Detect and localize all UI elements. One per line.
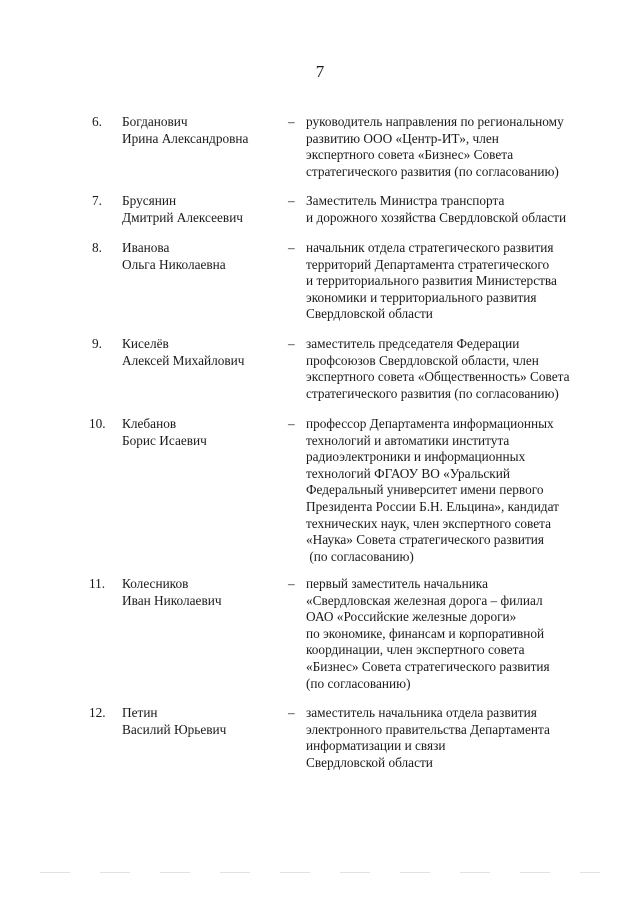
position-line: территорий Департамента стратегического [306, 256, 550, 272]
position-line: (по согласованию) [306, 675, 411, 691]
position-line: заместитель начальника отдела развития [306, 705, 537, 720]
position-line: Федеральный университет имени первого [306, 482, 544, 498]
separator-dash: – [288, 193, 295, 208]
member-surname: Петин [122, 705, 158, 720]
position-line: профсоюзов Свердловской области, член [306, 352, 539, 368]
separator-dash: – [288, 114, 295, 129]
position-line: электронного правительства Департамента [306, 721, 550, 737]
position-line: начальник отдела стратегического развития [306, 240, 554, 255]
member-surname: Брусянин [122, 193, 177, 208]
position-line: координации, член экспертного совета [306, 642, 525, 658]
position-line: профессор Департамента информационных [306, 416, 554, 431]
member-name [122, 240, 226, 273]
position-line: Свердловской области [306, 306, 433, 322]
separator-dash: – [288, 336, 295, 351]
member-position [306, 576, 596, 692]
member-given-names: Ольга Николаевна [122, 256, 226, 272]
member-name [122, 336, 244, 369]
member-given-names: Борис Исаевич [122, 432, 207, 448]
member-position [306, 193, 596, 226]
position-line: экспертного совета «Общественность» Совета [306, 369, 570, 385]
member-surname: Иванова [122, 240, 170, 255]
member-surname: Клебанов [122, 416, 177, 431]
member-name [122, 114, 248, 147]
position-line: стратегического развития (по согласованию) [306, 163, 559, 179]
member-given-names: Василий Юрьевич [122, 721, 227, 737]
member-given-names: Иван Николаевич [122, 592, 222, 608]
position-line: «Бизнес» Совета стратегического развития [306, 658, 550, 674]
position-line: Президента России Б.Н. Ельцина», кандидат [306, 498, 559, 514]
entry-number: 10. [89, 416, 106, 431]
position-line: ОАО «Российские железные дороги» [306, 609, 517, 625]
member-surname: Богданович [122, 114, 188, 129]
position-line: Заместитель Министра транспорта [306, 193, 505, 208]
position-line: информатизации и связи [306, 738, 446, 754]
member-name [122, 416, 207, 449]
entry-number: 7. [92, 193, 102, 208]
separator-dash: – [288, 240, 295, 255]
page-number: 7 [315, 62, 325, 81]
position-line: (по согласованию) [306, 548, 414, 564]
separator-dash: – [288, 576, 295, 591]
separator-dash: – [288, 416, 295, 431]
separator-dash: – [288, 705, 295, 720]
member-name [122, 576, 222, 609]
position-line: стратегического развития (по согласованию) [306, 385, 559, 401]
entry-number: 9. [92, 336, 102, 351]
entry-number: 6. [92, 114, 102, 129]
position-line: по экономике, финансам и корпоративной [306, 625, 545, 641]
position-line: руководитель направления по региональному [306, 114, 564, 129]
position-line: «Наука» Совета стратегического развития [306, 532, 545, 548]
position-line: технологий и автоматики института [306, 432, 510, 448]
position-line: и дорожного хозяйства Свердловской области [306, 209, 567, 225]
member-position [306, 336, 596, 402]
member-surname: Киселёв [122, 336, 169, 351]
member-name [122, 193, 243, 226]
position-line: экспертного совета «Бизнес» Совета [306, 147, 514, 163]
member-position [306, 416, 596, 565]
scan-artifact-line [40, 872, 600, 873]
position-line: технологий ФГАОУ ВО «Уральский [306, 465, 510, 481]
position-line: радиоэлектроники и информационных [306, 449, 526, 465]
entry-number: 8. [92, 240, 102, 255]
member-name [122, 705, 226, 738]
member-given-names: Ирина Александровна [122, 130, 249, 146]
position-line: и территориального развития Министерства [306, 273, 557, 289]
entry-number: 11. [89, 576, 106, 591]
member-given-names: Дмитрий Алексеевич [122, 209, 243, 225]
position-line: «Свердловская железная дорога – филиал [306, 592, 543, 608]
member-position [306, 705, 596, 771]
position-line: заместитель председателя Федерации [306, 336, 520, 351]
position-line: Свердловской области [306, 754, 433, 770]
position-line: технических наук, член экспертного совета [306, 515, 551, 531]
member-given-names: Алексей Михайлович [122, 352, 245, 368]
member-surname: Колесников [122, 576, 189, 591]
position-line: развитию ООО «Центр-ИТ», член [306, 130, 499, 146]
position-line: экономики и территориального развития [306, 289, 537, 305]
member-position [306, 240, 596, 323]
member-position [306, 114, 596, 180]
entry-number: 12. [89, 705, 106, 720]
position-line: первый заместитель начальника [306, 576, 488, 591]
